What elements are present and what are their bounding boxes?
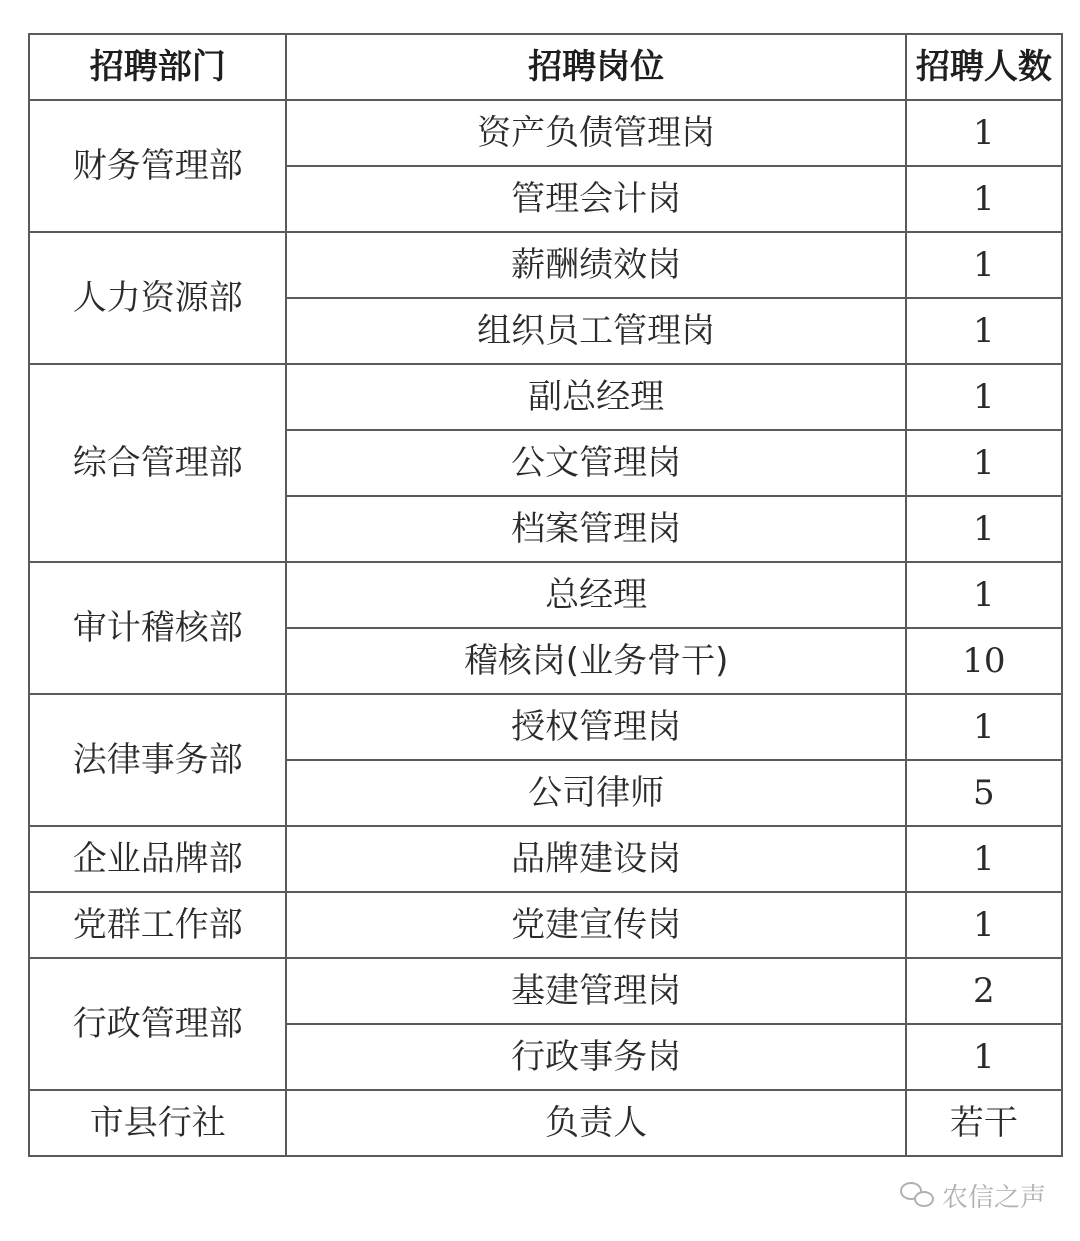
position-cell: 稽核岗(业务骨干) <box>286 628 905 694</box>
count-cell: 1 <box>906 496 1062 562</box>
table-row <box>29 364 1062 430</box>
department-cell: 审计稽核部 <box>29 562 286 694</box>
count-cell: 1 <box>906 364 1062 430</box>
header-count: 招聘人数 <box>906 34 1062 100</box>
count-cell: 1 <box>906 430 1062 496</box>
position-cell: 档案管理岗 <box>286 496 905 562</box>
count-cell: 2 <box>906 958 1062 1024</box>
position-cell: 负责人 <box>286 1090 905 1156</box>
position-cell: 薪酬绩效岗 <box>286 232 905 298</box>
header-department: 招聘部门 <box>29 34 286 100</box>
count-cell: 1 <box>906 100 1062 166</box>
count-cell: 5 <box>906 760 1062 826</box>
table-row <box>29 958 1062 1024</box>
table-row <box>29 100 1062 166</box>
department-cell: 综合管理部 <box>29 364 286 562</box>
count-cell: 1 <box>906 694 1062 760</box>
department-cell: 人力资源部 <box>29 232 286 364</box>
table-row <box>29 232 1062 298</box>
department-cell: 市县行社 <box>29 1090 286 1156</box>
count-cell: 若干 <box>906 1090 1062 1156</box>
table-row <box>29 562 1062 628</box>
position-cell: 党建宣传岗 <box>286 892 905 958</box>
position-cell: 品牌建设岗 <box>286 826 905 892</box>
table-row <box>29 892 1062 958</box>
position-cell: 基建管理岗 <box>286 958 905 1024</box>
table-row <box>29 1090 1062 1156</box>
count-cell: 10 <box>906 628 1062 694</box>
header-position: 招聘岗位 <box>286 34 905 100</box>
position-cell: 副总经理 <box>286 364 905 430</box>
table-header-row <box>29 34 1062 100</box>
count-cell: 1 <box>906 892 1062 958</box>
position-cell: 行政事务岗 <box>286 1024 905 1090</box>
count-cell: 1 <box>906 232 1062 298</box>
position-cell: 总经理 <box>286 562 905 628</box>
watermark-text: 农信之声 <box>942 1183 1047 1213</box>
department-cell: 行政管理部 <box>29 958 286 1090</box>
position-cell: 公司律师 <box>286 760 905 826</box>
position-cell: 资产负债管理岗 <box>286 100 905 166</box>
position-cell: 公文管理岗 <box>286 430 905 496</box>
count-cell: 1 <box>906 826 1062 892</box>
recruitment-table <box>28 33 1063 1157</box>
position-cell: 授权管理岗 <box>286 694 905 760</box>
position-cell: 管理会计岗 <box>286 166 905 232</box>
department-cell: 财务管理部 <box>29 100 286 232</box>
table-row <box>29 826 1062 892</box>
count-cell: 1 <box>906 166 1062 232</box>
position-cell: 组织员工管理岗 <box>286 298 905 364</box>
department-cell: 企业品牌部 <box>29 826 286 892</box>
count-cell: 1 <box>906 562 1062 628</box>
wechat-icon <box>900 1182 936 1210</box>
count-cell: 1 <box>906 1024 1062 1090</box>
watermark <box>900 1177 1046 1214</box>
table-row <box>29 694 1062 760</box>
count-cell: 1 <box>906 298 1062 364</box>
department-cell: 党群工作部 <box>29 892 286 958</box>
department-cell: 法律事务部 <box>29 694 286 826</box>
